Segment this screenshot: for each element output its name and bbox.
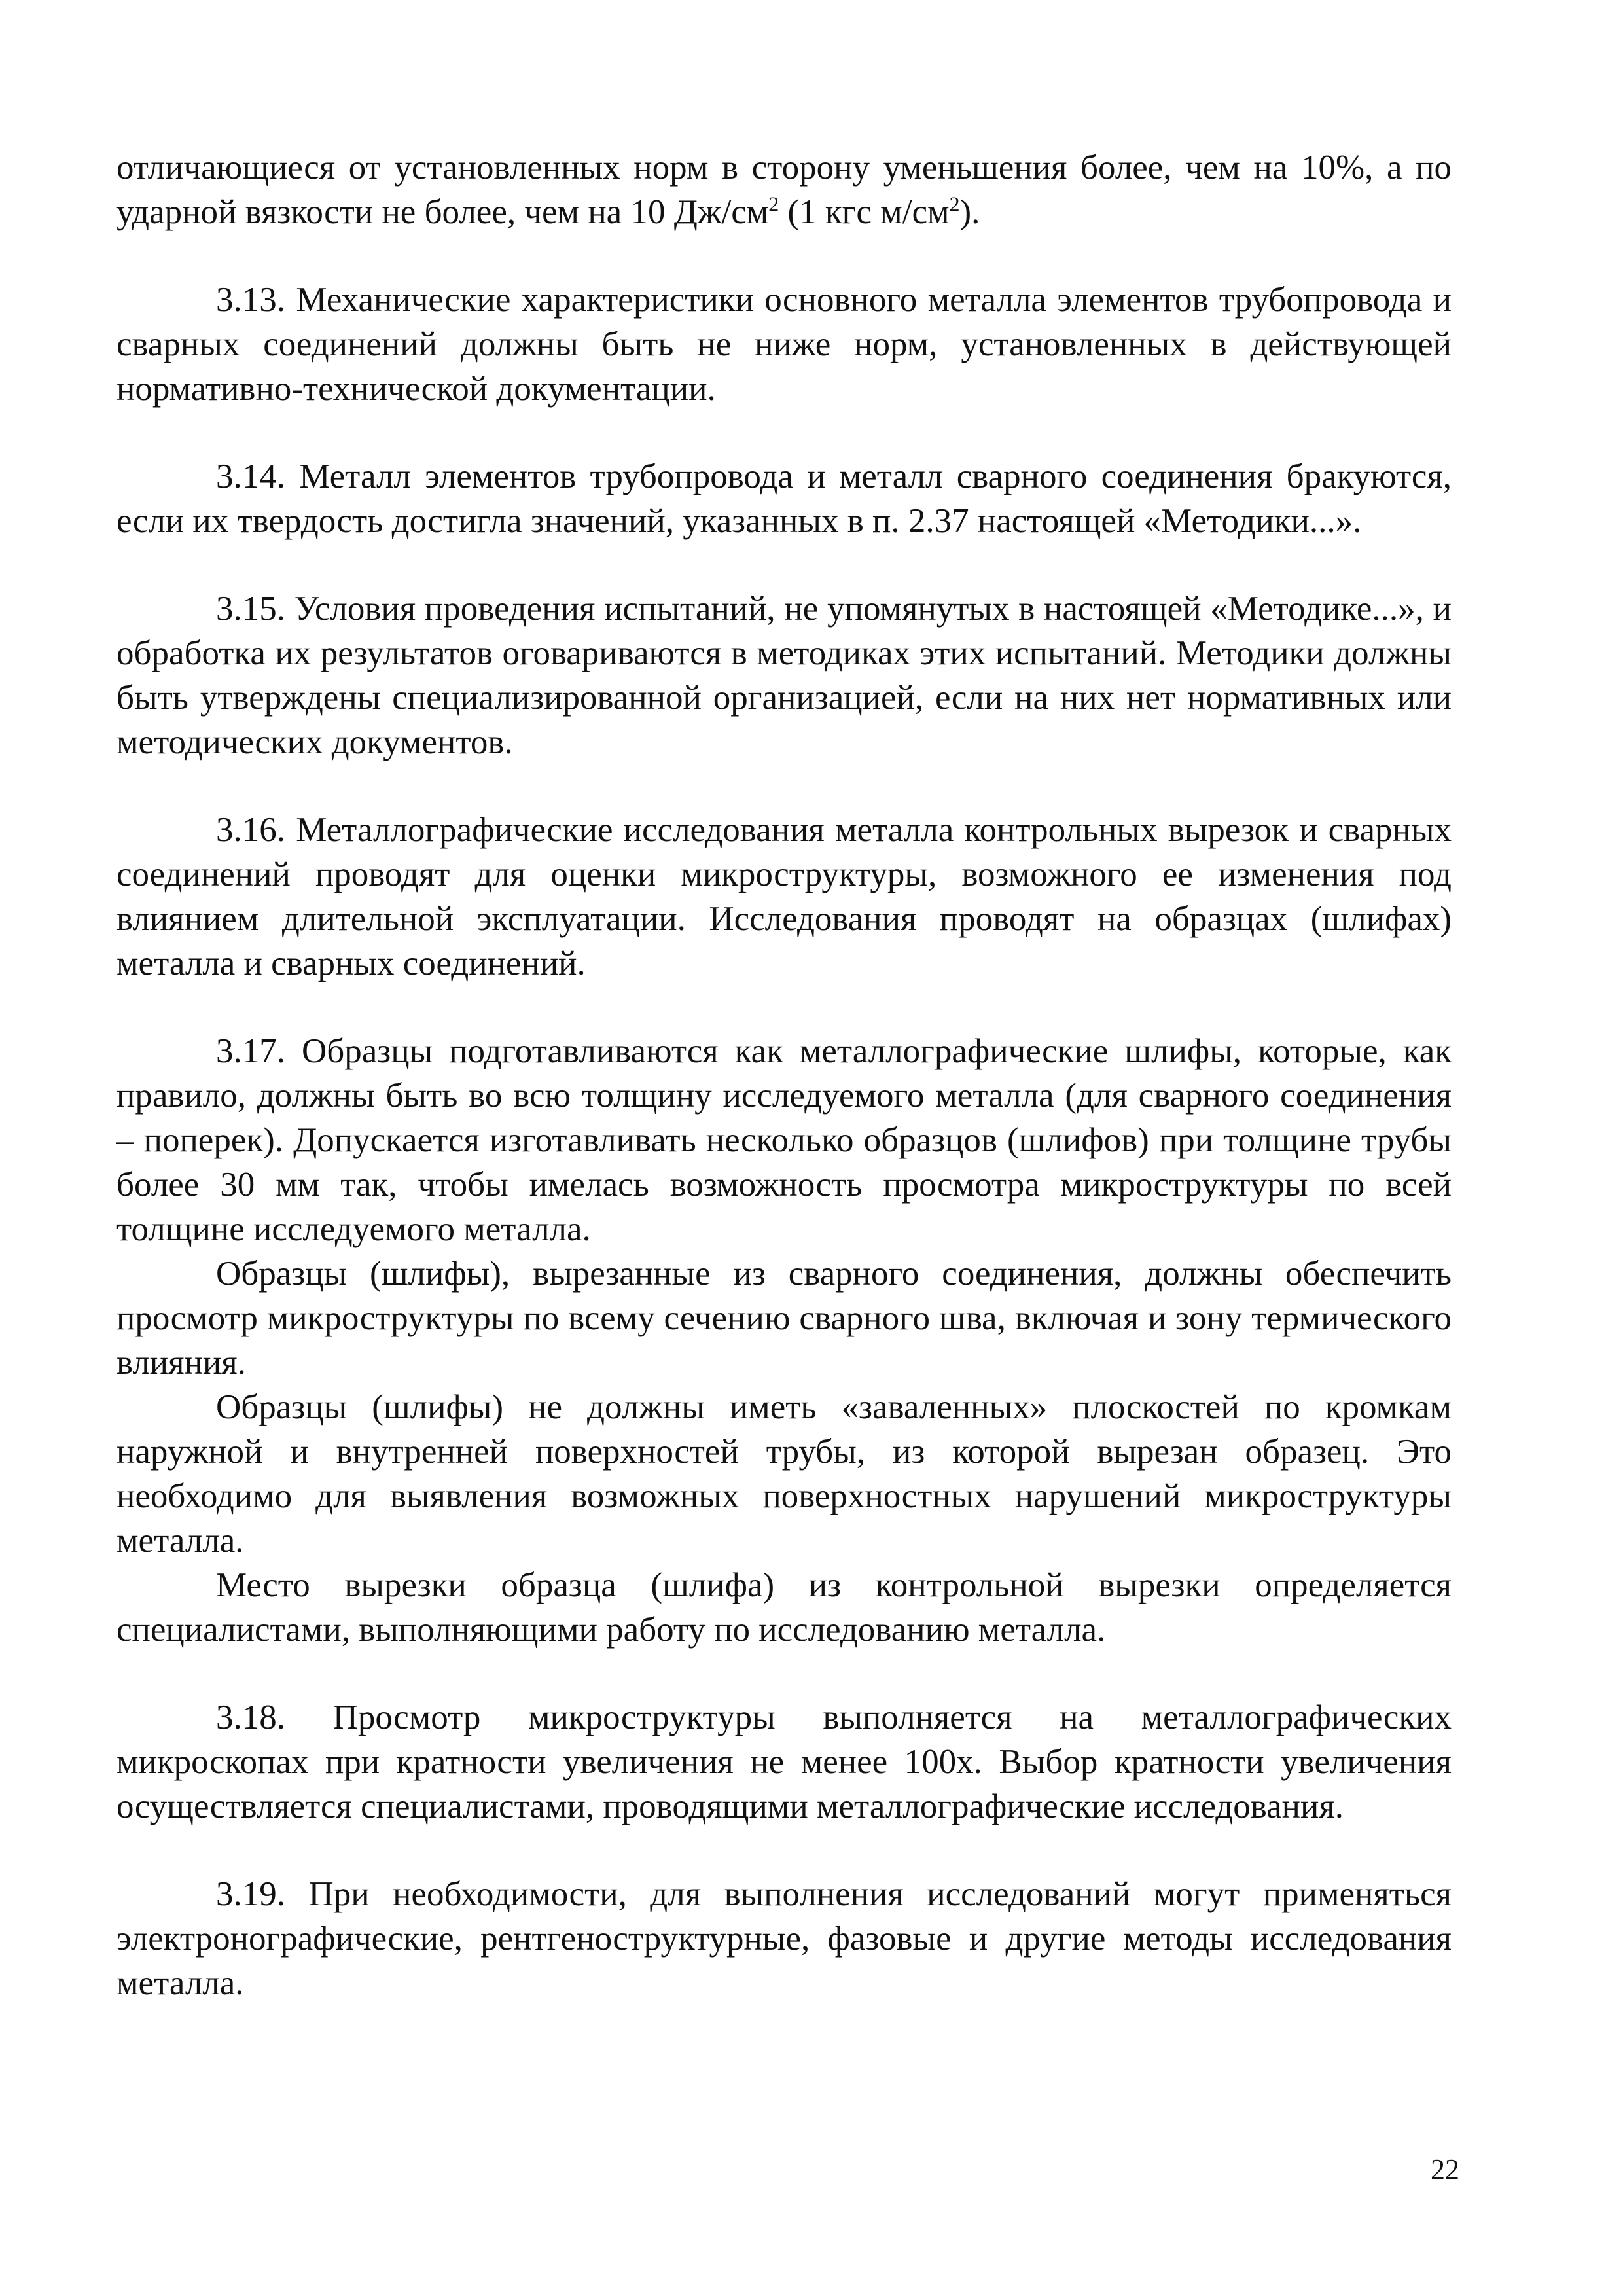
paragraph-3-17-samples-edges: Образцы (шлифы) не должны иметь «заваленных» плоскостей по кромкам наружной и внутренней поверхностей трубы, из которой вырезан образец. Это необходимо для выявления возможных поверхностных нарушений микроструктуры металла. xyxy=(116,1388,1452,1560)
intro-text: отличающиеся от установленных норм в сторону уменьшения более, чем на 10%, а по ударной вязкости не более, чем на 10 Дж/см xyxy=(116,149,1452,231)
page-number: 22 xyxy=(1431,2153,1459,2185)
intro-end: ). xyxy=(959,193,980,231)
paragraph-3-17-samples-weld: Образцы (шлифы), вырезанные из сварного соединения, должны обеспечить просмотр микроструктуры по всему сечению сварного шва, включая и зону термического влияния. xyxy=(116,1255,1452,1382)
paragraph-3-17: 3.17. Образцы подготавливаются как металлографические шлифы, которые, как правило, должны быть во всю толщину исследуемого металла (для сварного соединения – поперек). Допускается изготавливать несколько образцов (шлифов) при толщине трубы более 30 мм так, чтобы имелась возможность просмотра микроструктуры по всей толщине исследуемого металла. xyxy=(116,1032,1452,1248)
superscript-2-second: 2 xyxy=(949,192,960,216)
paragraph-3-14: 3.14. Металл элементов трубопровода и металл сварного соединения бракуются, если их твердость достигла значений, указанных в п. 2.37 настоящей «Методики...». xyxy=(116,457,1452,540)
paragraph-3-13: 3.13. Механические характеристики основного металла элементов трубопровода и сварных соединений должны быть не ниже норм, установленных в действующей нормативно-технической документации. xyxy=(116,281,1452,408)
superscript-2-first: 2 xyxy=(768,192,779,216)
paragraph-3-15: 3.15. Условия проведения испытаний, не упомянутых в настоящей «Методике...», и обработка их результатов оговариваются в методиках этих испытаний. Методики должны быть утверждены специализированной организацией, если на них нет нормативных или методических документов. xyxy=(116,590,1452,761)
paragraph-3-17-cut-location: Место вырезки образца (шлифа) из контрольной вырезки определяется специалистами, выполняющими работу по исследованию металла. xyxy=(116,1566,1452,1649)
intro-paragraph xyxy=(116,145,1452,234)
document-page xyxy=(116,145,1452,2005)
paragraph-3-16: 3.16. Металлографические исследования металла контрольных вырезок и сварных соединений проводят для оценки микроструктуры, возможного ее изменения под влиянием длительной эксплуатации. Исследования проводят на образцах (шлифах) металла и сварных соединений. xyxy=(116,811,1452,982)
paragraph-3-19: 3.19. При необходимости, для выполнения исследований могут применяться электронографические, рентгеноструктурные, фазовые и другие методы исследования металла. xyxy=(116,1875,1452,2002)
paragraph-3-18: 3.18. Просмотр микроструктуры выполняется на металлографических микроскопах при кратности увеличения не менее 100х. Выбор кратности увеличения осуществляется специалистами, проводящими металлографические исследования. xyxy=(116,1698,1452,1825)
intro-mid: (1 кгс м/см xyxy=(779,193,950,231)
